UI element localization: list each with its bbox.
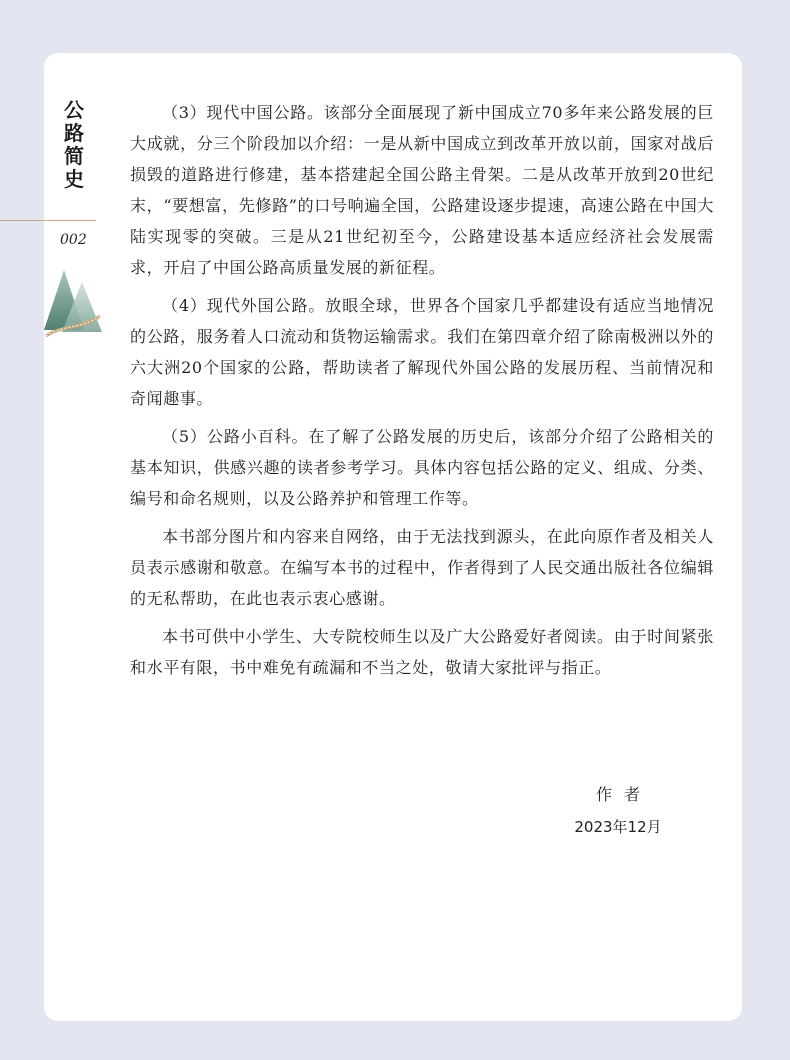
author-signature: 作者 <box>595 785 652 804</box>
paragraph: （5）公路小百科。在了解了公路发展的历史后，该部分介绍了公路相关的基本知识，供感兴趣的读者参考学习。具体内容包括公路的定义、组成、分类、编号和命名规则，以及公路养护和管理工作等。 <box>130 427 714 508</box>
book-title: 公路简史 <box>64 98 84 191</box>
paragraph: （3）现代中国公路。该部分全面展现了新中国成立70多年来公路发展的巨大成就，分三个阶段加以介绍：一是从新中国成立到改革开放以前，国家对战后损毁的道路进行修建，基本搭建起全国公路主骨架。二是从改革开放到20世纪末，“要想富，先修路”的口号响遍全国，公路建设逐步提速，高速公路在中国大陆实现零的突破。三是从21世纪初至今，公路建设基本适应经济社会发展需求，开启了中国公路高质量发展的新征程。 <box>130 103 714 277</box>
mountain-road-icon <box>44 268 102 338</box>
paragraph: （4）现代外国公路。放眼全球，世界各个国家几乎都建设有适应当地情况的公路，服务着人口流动和货物运输需求。我们在第四章介绍了除南极洲以外的六大洲20个国家的公路，帮助读者了解现代外国公路的发展历程、当前情况和奇闻趣事。 <box>130 296 714 408</box>
paragraph: 本书部分图片和内容来自网络，由于无法找到源头，在此向原作者及相关人员表示感谢和敬意。在编写本书的过程中，作者得到了人民交通出版社各位编辑的无私帮助，在此也表示衷心感谢。 <box>130 527 714 608</box>
page-number: 002 <box>60 232 87 248</box>
side-divider <box>0 220 96 221</box>
signature-date: 2023年12月 <box>574 818 662 836</box>
signature-block <box>540 781 696 841</box>
body-text <box>130 97 714 690</box>
paragraph: 本书可供中小学生、大专院校师生以及广大公路爱好者阅读。由于时间紧张和水平有限，书中难免有疏漏和不当之处，敬请大家批评与指正。 <box>130 627 714 677</box>
